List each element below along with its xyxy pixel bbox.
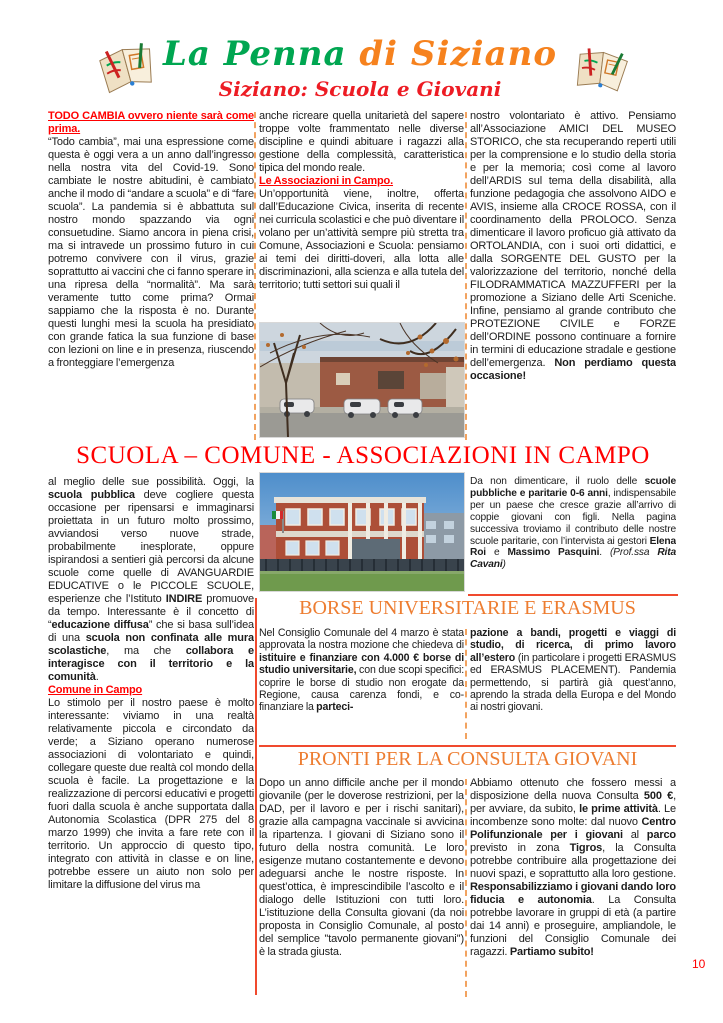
column-separator — [465, 779, 467, 997]
paragraph-scuola-pubblica: al meglio delle sue possibilità. Oggi, la scuola pubblica deve cogliere questa occasione per ripensarsi e immaginarsi proiettata in un futuro molto prossimo, avviandosi verso nuove strade, probabilmente inesplorate, oppure ispirandosi a sentieri già percorsi da alcune scuole come quelle di AVANGUARDIE EDUCATIVE o le PICCOLE SCUOLE, esperienze che l’Istituto INDIRE promuove da tempo. Interessante è il concetto di “educazione diffusa” che si basa sull’idea di una scuola non confinata alle mura scolastiche, ma che collabora e interagisce con il territorio e la comunità. — [48, 476, 254, 683]
borse-column-left — [259, 627, 464, 743]
paragraph-volontariato: nostro volontariato è attivo. Pensiamo all’Associazione AMICI DEL MUSEO STORICO, che sta recuperando reperti utili per la comprensione e lo studio della storia e per la memoria; così come al lavoro dell’ARDIS sul tema della disabilità, alla funzione pedagogia che assolvono AIDO e AVIS, insieme alla CROCE ROSSA, con il coordinamento della PROLOCO. Senza dimenticare il lavoro proficuo già attivato da ORTOLANDIA, con i suoi orti didattici, e dalla SORGENTE DEL GUSTO per la valorizzazione del territorio, nonché della FILODRAMMATICA MAZZUFFERI per la promozione a Siziano delle Arti Sceniche. Infine, pensiamo al grande contributo che PROTEZIONE CIVILE e FORZE dell’ORDINE possono continuare a fornire in termini di educazione stradale e gestione dell’emergenza. Non perdiamo questa occasione! — [470, 110, 676, 382]
newsletter-logo-right — [566, 44, 636, 102]
rule-above-pronti — [259, 745, 676, 747]
paragraph-borse-right: pazione a bandi, progetti e viaggi di studio, di ricerca, di primo lavoro all’estero (in particolare i progetti ERASMUS ed ERASMUS PLACEMENT). Pandemia permettendo, si partirà già quest’anno, aprendo la strada della Europa e del Mondo ai nostri giovani. — [470, 627, 676, 714]
paragraph-educazione-civica: Un’opportunità viene, inoltre, offerta dall’Educazione Civica, inserita di recente nei curricula scolastici e che può diventare il volano per un’attività sempre più stretta tra Comune, Associazioni e Scuola: pensiamo ai temi dei diritti-doveri, alla lotta alle discriminazioni, alla scienza e alla tutela del territorio; tutti settori sui quali il — [259, 188, 464, 291]
column-separator — [254, 112, 256, 440]
column-separator-red — [255, 598, 257, 995]
paragraph-scuole-paritarie: Da non dimenticare, il ruolo delle scuole pubbliche e paritarie 0-6 anni, indispensabile per un paese che cresce grazie all’arrivo di coppie giovani con figli. Nella pagina successiva troviamo il contributo delle nostre scuole paritarie, con l’intervista ai gestori Elena Roi e Massimo Pasquini. (Prof.ssa Rita Cavani) — [470, 476, 676, 571]
photo-school-building — [259, 472, 465, 592]
paragraph-stimolo: Lo stimolo per il nostro paese è molto interessante: viviamo in una realtà relativamente piccola e circondato da verde; a Siziano operano numerose associazioni di volontariato e quindi, collegare queste due realtà col mondo della scuola è facile. La progettazione e la realizzazione di percorsi educativi e progetti fuori dalla scuola è anche supportata dalla Autonomia Scolastica (DPR 275 del 8 marzo 1999) che invita a fare rete con il territorio. Un approccio di questo tipo, integrato con attività in classe e on line, potrebbe essere un aiuto non solo per limitare la diffusione del virus ma — [48, 697, 254, 891]
column-3-intro — [470, 476, 676, 596]
top-column-2 — [259, 110, 464, 320]
open-book-pens-icon — [566, 89, 636, 106]
newsletter-subtitle: Siziano: Scuola e Giovani — [218, 77, 502, 101]
paragraph-pronti-left: Dopo un anno difficile anche per il mondo giovanile (per le doverose restrizioni, per la DAD, per il lavoro e per i rischi sanitari), grazie alla campagna vaccinale si avvicina la ripartenza. I giovani di Siziano sono il futuro della nostra comunità. Le loro esigenze mutano costantemente e devono adeguarsi anche le nostre risposte. In quest’ottica, è imprescindibile l’ascolto e il dialogo delle Istituzioni con tutti loro. L’istituzione della Consulta giovani (da noi proposta in Consiglio Comunale, al posto del semplice ''tavolo permanente giovani'') è la strada giusta. — [259, 777, 464, 958]
pronti-column-left — [259, 777, 464, 1003]
pronti-column-right — [470, 777, 676, 1003]
title-part-orange: di Siziano — [359, 34, 558, 74]
lead-comune-in-campo: Comune in Campo — [48, 684, 143, 696]
title-part-green: La Penna — [162, 34, 360, 74]
paragraph-todo-cambia: “Todo cambia”, mai una espressione come questa è oggi vera a un anno dall’ingresso nella nostra vita del Covid-19. Sono cambiate le nostre abitudini, è cambiato anche il modo di “andare a scuola” e di “fare scuola”. La pandemia si è abbattuta sul nostro mondo spazzando via ogni consuetudine. Siamo ancora in piena crisi, ma si intravede un prossimo futuro in cui potremo convivere con il virus, grazie soprattutto ai vaccini che ci fanno sperare in una ripresa della “normalità”. Ma sarà veramente tutto come prima? Ormai sappiamo che la risposta è no. Durante questi lunghi mesi la scuola ha presidiato con grande fatica la sua funzione di base con lezioni on line e in presenza, riuscendo a fronteggiare l’emergenza — [48, 136, 254, 369]
rule-under-col3-intro — [468, 594, 678, 596]
paragraph-unitarieta: anche ricreare quella unitarietà del sapere troppe volte frammentato nelle diverse discipline e quindi abituare i ragazzi alla gestione della complessità, caratteristica tipica del mondo reale. — [259, 110, 464, 174]
newsletter-title — [150, 34, 570, 74]
paragraph-borse-left: Nel Consiglio Comunale del 4 marzo è stata approvata la nostra mozione che chiedeva di istituire e finanziare con 4.000 € borse di studio universitarie, con due scopi specifici: coprire le borse di studio non erogate da Regione, causa carenza fondi, e co-finanziare la parteci- — [259, 627, 464, 714]
column-separator — [465, 629, 467, 739]
top-column-3 — [470, 110, 676, 443]
photo-municipal-building — [259, 322, 465, 438]
top-column-1 — [48, 110, 254, 443]
paragraph-pronti-right: Abbiamo ottenuto che fossero messi a disposizione della nuova Consulta 500 €, per avviare, da subito, le prime attività. Le incombenze sono molte: dal nuovo Centro Polifunzionale per i giovani al parco previsto in zona Tigros, la Consulta potrebbe contribuire alla progettazione dei nuovi spazi, e soprattutto alla loro gestione. Responsabilizziamo i giovani dando loro fiducia e autonomia. La Consulta potrebbe lavorare in gruppi di età (a partire dai 14 anni) e proseguire, ampliandole, le funzioni del Consiglio Comunale dei ragazzi. Partiamo subito! — [470, 777, 676, 958]
heading-borse-universitarie: BORSE UNIVERSITARIE E ERASMUS — [299, 597, 636, 619]
lead-associazioni-in-campo: Le Associazioni in Campo. — [259, 175, 394, 187]
page-number: 10 — [692, 957, 706, 971]
lead-todo-cambia: TODO CAMBIA ovvero niente sarà come prima. — [48, 110, 254, 135]
heading-scuola-comune-associazioni: SCUOLA – COMUNE - ASSOCIAZIONI IN CAMPO — [76, 442, 650, 469]
lower-column-1 — [48, 476, 254, 996]
column-separator — [465, 112, 467, 440]
header — [150, 34, 570, 101]
borse-column-right — [470, 627, 676, 743]
heading-consulta-giovani: PRONTI PER LA CONSULTA GIOVANI — [297, 748, 638, 770]
